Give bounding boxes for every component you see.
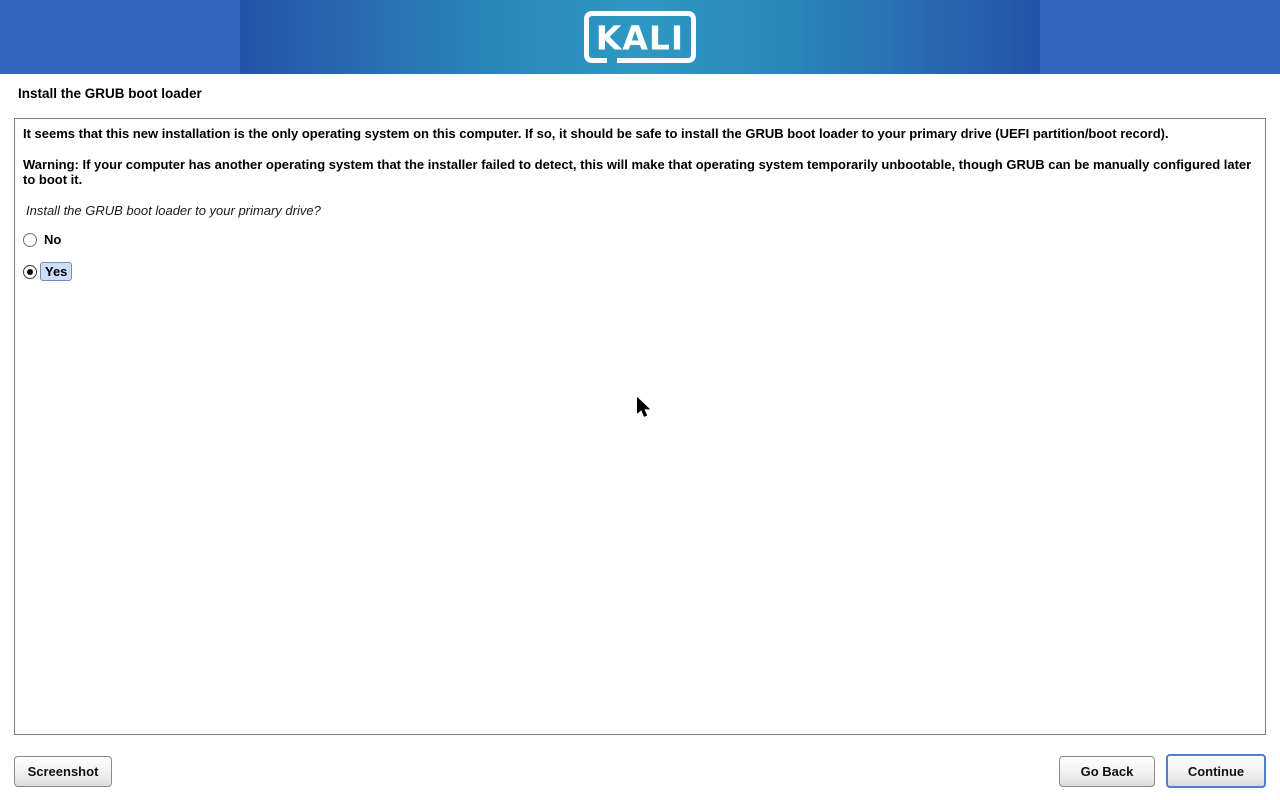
radio-checked-icon[interactable] (23, 265, 37, 279)
kali-banner (0, 0, 1280, 74)
arrow-cursor-icon (637, 397, 651, 418)
page-title: Install the GRUB boot loader (18, 86, 202, 101)
go-back-button[interactable]: Go Back (1059, 756, 1155, 787)
paragraph-primary: It seems that this new installation is the only operating system on this computer. If so, it should be safe to install the GRUB boot loader to your primary drive (UEFI partition/boot record). (23, 126, 1169, 141)
radio-unchecked-icon[interactable] (23, 233, 37, 247)
paragraph-warning: Warning: If your computer has another operating system that the installer failed to detect, this will make that operating system temporarily unbootable, though GRUB can be manually configured later to boot it. (23, 156, 1252, 187)
question-label: Install the GRUB boot loader to your primary drive? (26, 202, 321, 218)
kali-logo-icon (584, 11, 696, 63)
radio-option-no[interactable] (23, 231, 1257, 249)
content-frame (14, 118, 1266, 735)
radio-no-label[interactable]: No (44, 232, 62, 247)
kali-logo-text: KALI (595, 18, 685, 58)
continue-button[interactable]: Continue (1166, 754, 1266, 788)
screenshot-button[interactable]: Screenshot (14, 756, 112, 787)
radio-option-yes[interactable] (23, 263, 1257, 281)
radio-yes-label[interactable]: Yes (40, 262, 72, 281)
